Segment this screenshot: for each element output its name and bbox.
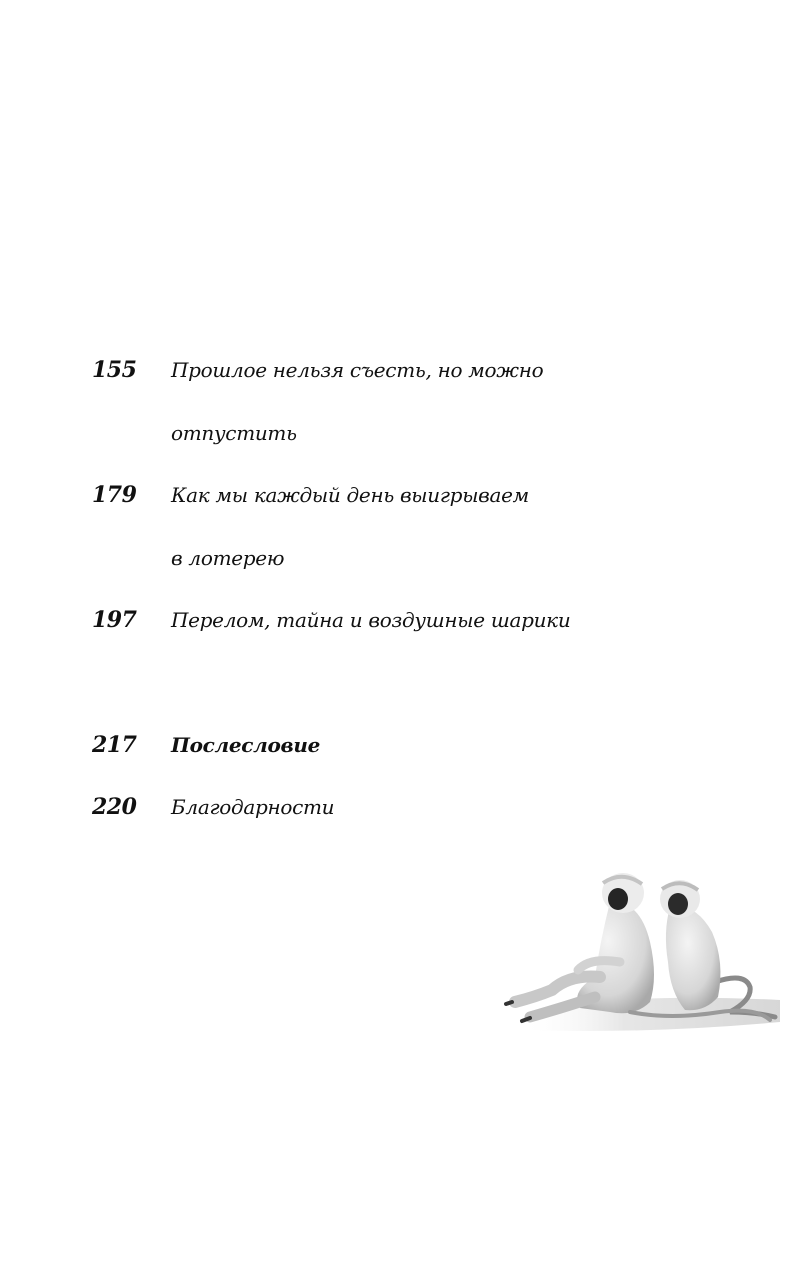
toc-page-number: 155 [92, 357, 137, 383]
toc-entry-title: Прошлое нельзя съесть, но можно [171, 358, 544, 382]
toc-entry-title: Перелом, тайна и воздушные шарики [171, 608, 571, 632]
toc-entry-220 [0, 787, 788, 827]
toc-entry-title: Послесловие [171, 733, 321, 757]
toc-entry-155-continuation [0, 413, 788, 453]
toc-entry-179-continuation [0, 538, 788, 578]
monkeys-illustration [500, 862, 785, 1052]
toc-page-number: 220 [92, 794, 137, 820]
toc-entry-title-continuation: отпустить [171, 421, 297, 445]
toc-entry-197 [0, 600, 788, 640]
toc-page-number: 197 [92, 607, 137, 633]
toc-entry-title: Благодарности [171, 795, 335, 819]
toc-entry-155 [0, 350, 788, 390]
toc-entry-title-continuation: в лотерею [171, 546, 285, 570]
toc-entry-179 [0, 475, 788, 515]
toc-page-number: 179 [92, 482, 137, 508]
toc-page-number: 217 [92, 732, 137, 758]
toc-entry-title: Как мы каждый день выигрываем [171, 483, 529, 507]
toc-entry-217 [0, 725, 788, 765]
